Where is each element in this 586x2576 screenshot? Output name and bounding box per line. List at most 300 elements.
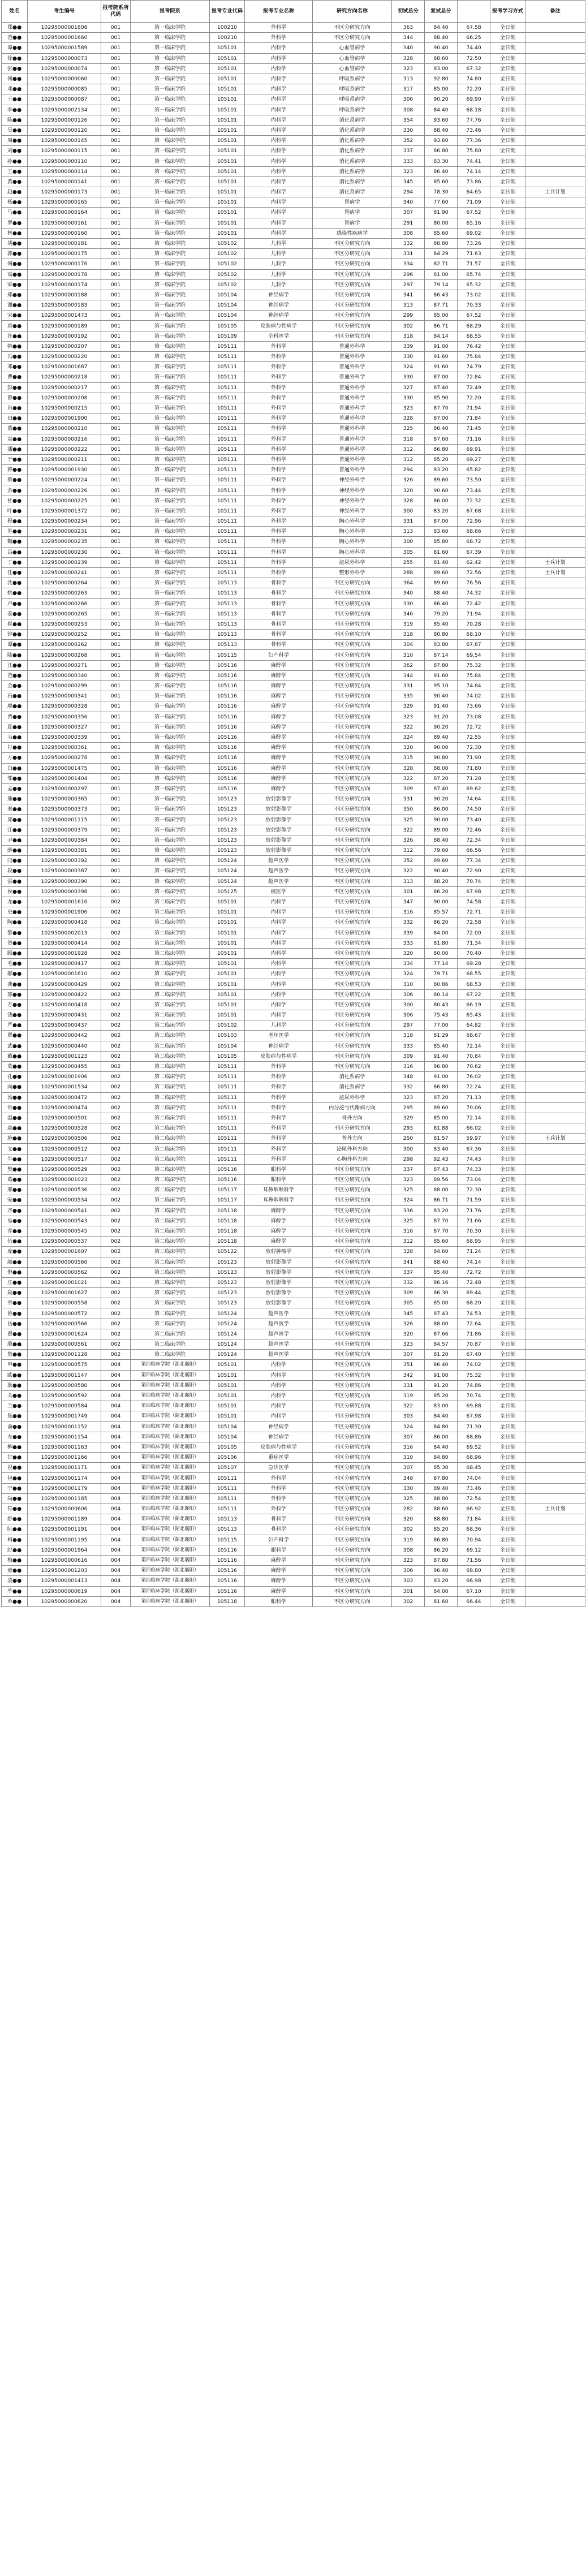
table-row [2,938,585,948]
cell-dept-name: 第二临床学院 [131,1247,210,1257]
cell-major-code: 105111 [210,1102,245,1113]
cell-dept-code: 001 [101,866,131,876]
cell-name: 袁●● [2,434,28,444]
table-row [2,681,585,691]
cell-retest: 91.00 [425,1370,458,1380]
cell-exam-no: 10295000000226 [28,485,101,496]
cell-total: 75.80 [458,146,490,156]
cell-prelim: 340 [392,588,425,598]
cell-prelim: 330 [392,352,425,362]
cell-direction: 不区分研究方向 [313,1031,392,1041]
cell-direction: 不区分研究方向 [313,897,392,907]
cell-prelim: 297 [392,1020,425,1031]
table-row [2,1432,585,1442]
cell-retest: 84.40 [425,105,458,115]
cell-total: 67.52 [458,208,490,218]
cell-remark [525,362,585,372]
cell-prelim: 340 [392,43,425,53]
cell-remark [525,33,585,43]
cell-direction: 不区分研究方向 [313,1401,392,1411]
cell-prelim: 295 [392,1102,425,1113]
cell-dept-code: 002 [101,1308,131,1319]
cell-direction: 不区分研究方向 [313,1298,392,1308]
cell-dept-code: 002 [101,1144,131,1154]
cell-dept-name: 第一临床学院 [131,362,210,372]
cell-exam-no: 10295000001900 [28,413,101,424]
cell-dept-name: 第一临床学院 [131,712,210,722]
cell-dept-name: 第一临床学院 [131,773,210,783]
cell-remark [525,413,585,424]
cell-remark [525,1432,585,1442]
cell-major-name: 外科学 [245,1504,313,1514]
cell-dept-code: 002 [101,1195,131,1205]
cell-direction: 不区分研究方向 [313,1051,392,1061]
cell-major-name: 外科学 [245,1154,313,1164]
cell-dept-code: 001 [101,506,131,516]
table-row [2,763,585,773]
cell-study-mode: 全日制 [490,794,525,804]
cell-prelim: 332 [392,1082,425,1092]
cell-major-code: 105124 [210,856,245,866]
cell-major-code: 105111 [210,1072,245,1082]
cell-retest: 90.40 [425,43,458,53]
cell-remark [525,1463,585,1473]
cell-prelim: 333 [392,156,425,166]
cell-dept-code: 001 [101,886,131,897]
cell-retest: 92.80 [425,74,458,84]
cell-total: 66.19 [458,1000,490,1010]
cell-major-name: 外科学 [245,341,313,351]
cell-total: 72.50 [458,53,490,63]
cell-name: 俞●● [2,1421,28,1432]
cell-direction: 不区分研究方向 [313,1319,392,1329]
cell-major-name: 外科学 [245,465,313,475]
cell-total: 71.63 [458,249,490,259]
cell-total: 71.24 [458,1247,490,1257]
cell-major-name: 骨科学 [245,630,313,640]
cell-exam-no: 10295000001534 [28,1082,101,1092]
cell-dept-name: 第一临床学院 [131,136,210,146]
cell-direction: 不区分研究方向 [313,1185,392,1195]
cell-retest: 87.70 [425,1226,458,1236]
table-row [2,454,585,464]
cell-exam-no: 10295000000085 [28,84,101,94]
cell-dept-name: 第二临床学院 [131,959,210,969]
cell-name: 侯●● [2,886,28,897]
cell-dept-name: 第一临床学院 [131,866,210,876]
cell-exam-no: 10295000000215 [28,403,101,413]
cell-dept-name: 第一临床学院 [131,475,210,485]
cell-total: 68.10 [458,630,490,640]
cell-prelim: 346 [392,609,425,619]
table-row [2,321,585,331]
cell-exam-no: 10295000000545 [28,1226,101,1236]
cell-prelim: 325 [392,815,425,825]
cell-retest: 89.60 [425,475,458,485]
cell-retest: 84.40 [425,23,458,33]
cell-name: 韩●● [2,341,28,351]
cell-retest: 86.30 [425,1288,458,1298]
cell-study-mode: 全日制 [490,218,525,228]
cell-major-name: 外科学 [245,516,313,527]
cell-major-name: 眼科学 [245,1596,313,1606]
cell-direction: 不区分研究方向 [313,249,392,259]
cell-total: 68.18 [458,105,490,115]
table-row [2,743,585,753]
cell-dept-name: 第一临床学院 [131,187,210,197]
cell-study-mode: 全日制 [490,362,525,372]
cell-major-name: 妇产科学 [245,650,313,660]
table-row [2,311,585,321]
cell-retest: 80.43 [425,1000,458,1010]
cell-retest: 88.60 [425,1504,458,1514]
cell-dept-name: 第一临床学院 [131,588,210,598]
cell-name: 丁●● [2,557,28,567]
cell-major-code: 105101 [210,176,245,187]
cell-dept-code: 002 [101,917,131,928]
cell-remark [525,650,585,660]
cell-exam-no: 10295000000173 [28,187,101,197]
cell-direction: 不区分研究方向 [313,722,392,732]
cell-major-name: 麻醉学 [245,732,313,742]
cell-dept-name: 第一临床学院 [131,598,210,609]
cell-total: 66.25 [458,33,490,43]
cell-prelim: 313 [392,74,425,84]
cell-direction: 神经外科学 [313,475,392,485]
cell-total: 74.33 [458,1164,490,1174]
cell-remark [525,269,585,279]
cell-major-name: 外科学 [245,413,313,424]
cell-direction: 不区分研究方向 [313,773,392,783]
cell-dept-code: 001 [101,475,131,485]
cell-remark [525,393,585,403]
cell-dept-code: 001 [101,403,131,413]
cell-dept-name: 第一临床学院 [131,465,210,475]
cell-name: 向●● [2,1082,28,1092]
cell-study-mode: 全日制 [490,187,525,197]
cell-study-mode: 全日制 [490,578,525,588]
cell-major-code: 105111 [210,1144,245,1154]
cell-study-mode: 全日制 [490,444,525,454]
cell-study-mode: 全日制 [490,1524,525,1535]
cell-direction: 不区分研究方向 [313,1061,392,1071]
cell-study-mode: 全日制 [490,1061,525,1071]
cell-dept-code: 001 [101,382,131,393]
cell-prelim: 322 [392,825,425,835]
cell-dept-name: 第一临床学院 [131,125,210,135]
cell-exam-no: 10295000001906 [28,907,101,917]
cell-study-mode: 全日制 [490,506,525,516]
cell-direction: 不区分研究方向 [313,866,392,876]
cell-name: 魏●● [2,537,28,547]
cell-study-mode: 全日制 [490,722,525,732]
cell-direction: 不区分研究方向 [313,650,392,660]
cell-major-code: 105106 [210,1453,245,1463]
cell-major-name: 超声医学 [245,1308,313,1319]
cell-name: 邓●● [2,84,28,94]
cell-retest: 80.86 [425,979,458,989]
table-row [2,1257,585,1267]
cell-prelim: 310 [392,979,425,989]
cell-remark [525,1401,585,1411]
cell-name: 吕●● [2,547,28,557]
cell-retest: 91.60 [425,362,458,372]
cell-study-mode: 全日制 [490,1453,525,1463]
cell-dept-name: 第二临床学院 [131,1175,210,1185]
cell-total: 72.72 [458,1267,490,1277]
cell-study-mode: 全日制 [490,650,525,660]
cell-retest: 85.90 [425,393,458,403]
cell-total: 69.88 [458,1401,490,1411]
cell-total: 72.20 [458,84,490,94]
cell-name: 詹●● [2,1350,28,1360]
cell-major-name: 骨科学 [245,609,313,619]
cell-dept-code: 001 [101,876,131,886]
cell-major-name: 内科学 [245,146,313,156]
cell-direction: 普通外科学 [313,413,392,424]
cell-retest: 87.43 [425,1164,458,1174]
cell-dept-code: 002 [101,1237,131,1247]
cell-dept-code: 004 [101,1514,131,1524]
cell-remark [525,249,585,259]
cell-exam-no: 10295000000189 [28,321,101,331]
cell-name: 庄●● [2,1277,28,1287]
cell-retest: 84.14 [425,331,458,341]
cell-dept-code: 001 [101,835,131,845]
cell-name: 岳●● [2,1319,28,1329]
cell-prelim: 303 [392,1411,425,1421]
cell-exam-no: 10295000000120 [28,125,101,135]
cell-major-code: 105111 [210,1123,245,1134]
cell-major-name: 外科学 [245,1483,313,1493]
cell-retest: 90.40 [425,691,458,701]
cell-remark [525,166,585,176]
cell-prelim: 326 [392,1319,425,1329]
cell-direction: 不区分研究方向 [313,1514,392,1524]
cell-major-code: 105113 [210,609,245,619]
cell-study-mode: 全日制 [490,269,525,279]
cell-exam-no: 10295000000164 [28,208,101,218]
cell-direction: 泌尿外科学 [313,557,392,567]
cell-study-mode: 全日制 [490,804,525,815]
cell-major-name: 外科学 [245,547,313,557]
cell-major-code: 105104 [210,300,245,311]
cell-remark [525,290,585,300]
cell-major-name: 外科学 [245,1144,313,1154]
table-row [2,907,585,917]
table-row [2,660,585,670]
cell-name: 肖●● [2,403,28,413]
cell-study-mode: 全日制 [490,105,525,115]
cell-exam-no: 10295000000222 [28,444,101,454]
cell-study-mode: 全日制 [490,393,525,403]
cell-retest: 85.00 [425,311,458,321]
cell-total: 65.43 [458,1010,490,1020]
table-row [2,578,585,588]
table-row [2,475,585,485]
cell-prelim: 328 [392,53,425,63]
cell-prelim: 354 [392,115,425,125]
cell-exam-no: 10295000001179 [28,1483,101,1493]
cell-exam-no: 10295000000252 [28,630,101,640]
cell-dept-name: 第一临床学院 [131,876,210,886]
cell-total: 66.44 [458,1596,490,1606]
cell-prelim: 341 [392,290,425,300]
cell-direction: 不区分研究方向 [313,1360,392,1370]
cell-prelim: 362 [392,660,425,670]
cell-prelim: 250 [392,1134,425,1144]
cell-retest: 84.40 [425,1411,458,1421]
cell-direction: 不区分研究方向 [313,311,392,321]
cell-remark [525,1298,585,1308]
cell-total: 72.71 [458,907,490,917]
cell-prelim: 337 [392,146,425,156]
cell-exam-no: 10295000000418 [28,917,101,928]
cell-remark [525,1031,585,1041]
cell-retest: 85.57 [425,907,458,917]
cell-retest: 86.20 [425,1545,458,1555]
cell-total: 69.27 [458,454,490,464]
cell-exam-no: 10295000000220 [28,352,101,362]
cell-name: 万●● [2,1000,28,1010]
cell-retest: 91.60 [425,670,458,680]
cell-remark [525,238,585,248]
cell-remark [525,959,585,969]
cell-dept-name: 第四临床学院（湖北襄阳） [131,1432,210,1442]
cell-name: 葛●● [2,1175,28,1185]
cell-remark [525,228,585,238]
cell-dept-name: 第四临床学院（湖北襄阳） [131,1360,210,1370]
cell-direction: 不区分研究方向 [313,989,392,1000]
cell-total: 73.44 [458,485,490,496]
cell-exam-no: 10295000001906 [28,1072,101,1082]
cell-study-mode: 全日制 [490,84,525,94]
cell-direction: 不区分研究方向 [313,1473,392,1483]
cell-dept-code: 002 [101,969,131,979]
cell-study-mode: 全日制 [490,352,525,362]
cell-dept-name: 第二临床学院 [131,1319,210,1329]
cell-retest: 87.70 [425,403,458,413]
cell-prelim: 300 [392,537,425,547]
cell-dept-name: 第二临床学院 [131,1154,210,1164]
table-row [2,43,585,53]
table-row [2,846,585,856]
cell-exam-no: 10295000001624 [28,1329,101,1339]
cell-remark [525,506,585,516]
cell-study-mode: 全日制 [490,1442,525,1452]
cell-study-mode: 全日制 [490,691,525,701]
cell-direction: 胸心外科学 [313,547,392,557]
table-row [2,1164,585,1174]
cell-total: 75.84 [458,352,490,362]
cell-exam-no: 10295000000390 [28,876,101,886]
cell-major-name: 内科学 [245,1360,313,1370]
cell-study-mode: 全日制 [490,557,525,567]
cell-direction: 消化系病学 [313,187,392,197]
cell-remark [525,321,585,331]
cell-dept-code: 001 [101,331,131,341]
cell-name: 石●● [2,691,28,701]
cell-dept-code: 001 [101,732,131,742]
cell-name: 李●● [2,105,28,115]
cell-exam-no: 10295000000225 [28,496,101,506]
cell-dept-name: 第一临床学院 [131,722,210,732]
cell-name: 邵●● [2,989,28,1000]
cell-name: 陆●● [2,650,28,660]
cell-exam-no: 10295000000268 [28,650,101,660]
cell-dept-code: 002 [101,1102,131,1113]
cell-exam-no: 10295000000208 [28,393,101,403]
cell-study-mode: 全日制 [490,989,525,1000]
table-row [2,300,585,311]
cell-retest: 77.60 [425,197,458,208]
cell-dept-name: 第一临床学院 [131,94,210,105]
table-row [2,619,585,629]
cell-exam-no: 10295000000440 [28,1041,101,1051]
table-row [2,1031,585,1041]
cell-dept-name: 第二临床学院 [131,948,210,958]
cell-remark [525,783,585,794]
cell-major-code: 105111 [210,434,245,444]
cell-dept-code: 004 [101,1576,131,1586]
cell-remark [525,434,585,444]
cell-total: 67.10 [458,1586,490,1596]
table-row [2,1144,585,1154]
cell-remark [525,1267,585,1277]
cell-exam-no: 10295000000431 [28,1010,101,1020]
cell-dept-name: 第一临床学院 [131,815,210,825]
cell-exam-no: 10295000000373 [28,804,101,815]
cell-total: 73.46 [458,125,490,135]
cell-major-code: 105111 [210,1134,245,1144]
table-row [2,783,585,794]
cell-dept-code: 002 [101,1319,131,1329]
cell-dept-name: 第四临床学院（湖北襄阳） [131,1411,210,1421]
cell-dept-code: 001 [101,259,131,269]
cell-dept-name: 第一临床学院 [131,279,210,290]
cell-study-mode: 全日制 [490,465,525,475]
cell-remark: 士兵计划 [525,1134,585,1144]
cell-total: 72.56 [458,567,490,578]
cell-study-mode: 全日制 [490,1545,525,1555]
cell-remark [525,1493,585,1504]
cell-exam-no: 10295000001964 [28,1545,101,1555]
cell-retest: 87.40 [425,382,458,393]
cell-major-code: 105113 [210,640,245,650]
cell-retest: 84.57 [425,1339,458,1350]
cell-major-code: 105111 [210,485,245,496]
table-row [2,1134,585,1144]
cell-major-name: 放射影像学 [245,815,313,825]
cell-prelim: 324 [392,1421,425,1432]
cell-dept-name: 第一临床学院 [131,835,210,845]
cell-major-code: 105116 [210,1586,245,1596]
table-row [2,567,585,578]
cell-total: 76.42 [458,341,490,351]
cell-exam-no: 10295000000529 [28,1164,101,1174]
cell-study-mode: 全日制 [490,300,525,311]
cell-dept-name: 第一临床学院 [131,269,210,279]
cell-major-name: 麻醉学 [245,753,313,763]
cell-major-name: 内科学 [245,43,313,53]
cell-major-code: 105111 [210,362,245,372]
cell-dept-name: 第一临床学院 [131,496,210,506]
cell-name: 柳●● [2,1442,28,1452]
cell-direction: 不区分研究方向 [313,1421,392,1432]
table-row [2,413,585,424]
cell-exam-no: 10295000000239 [28,557,101,567]
cell-remark [525,732,585,742]
